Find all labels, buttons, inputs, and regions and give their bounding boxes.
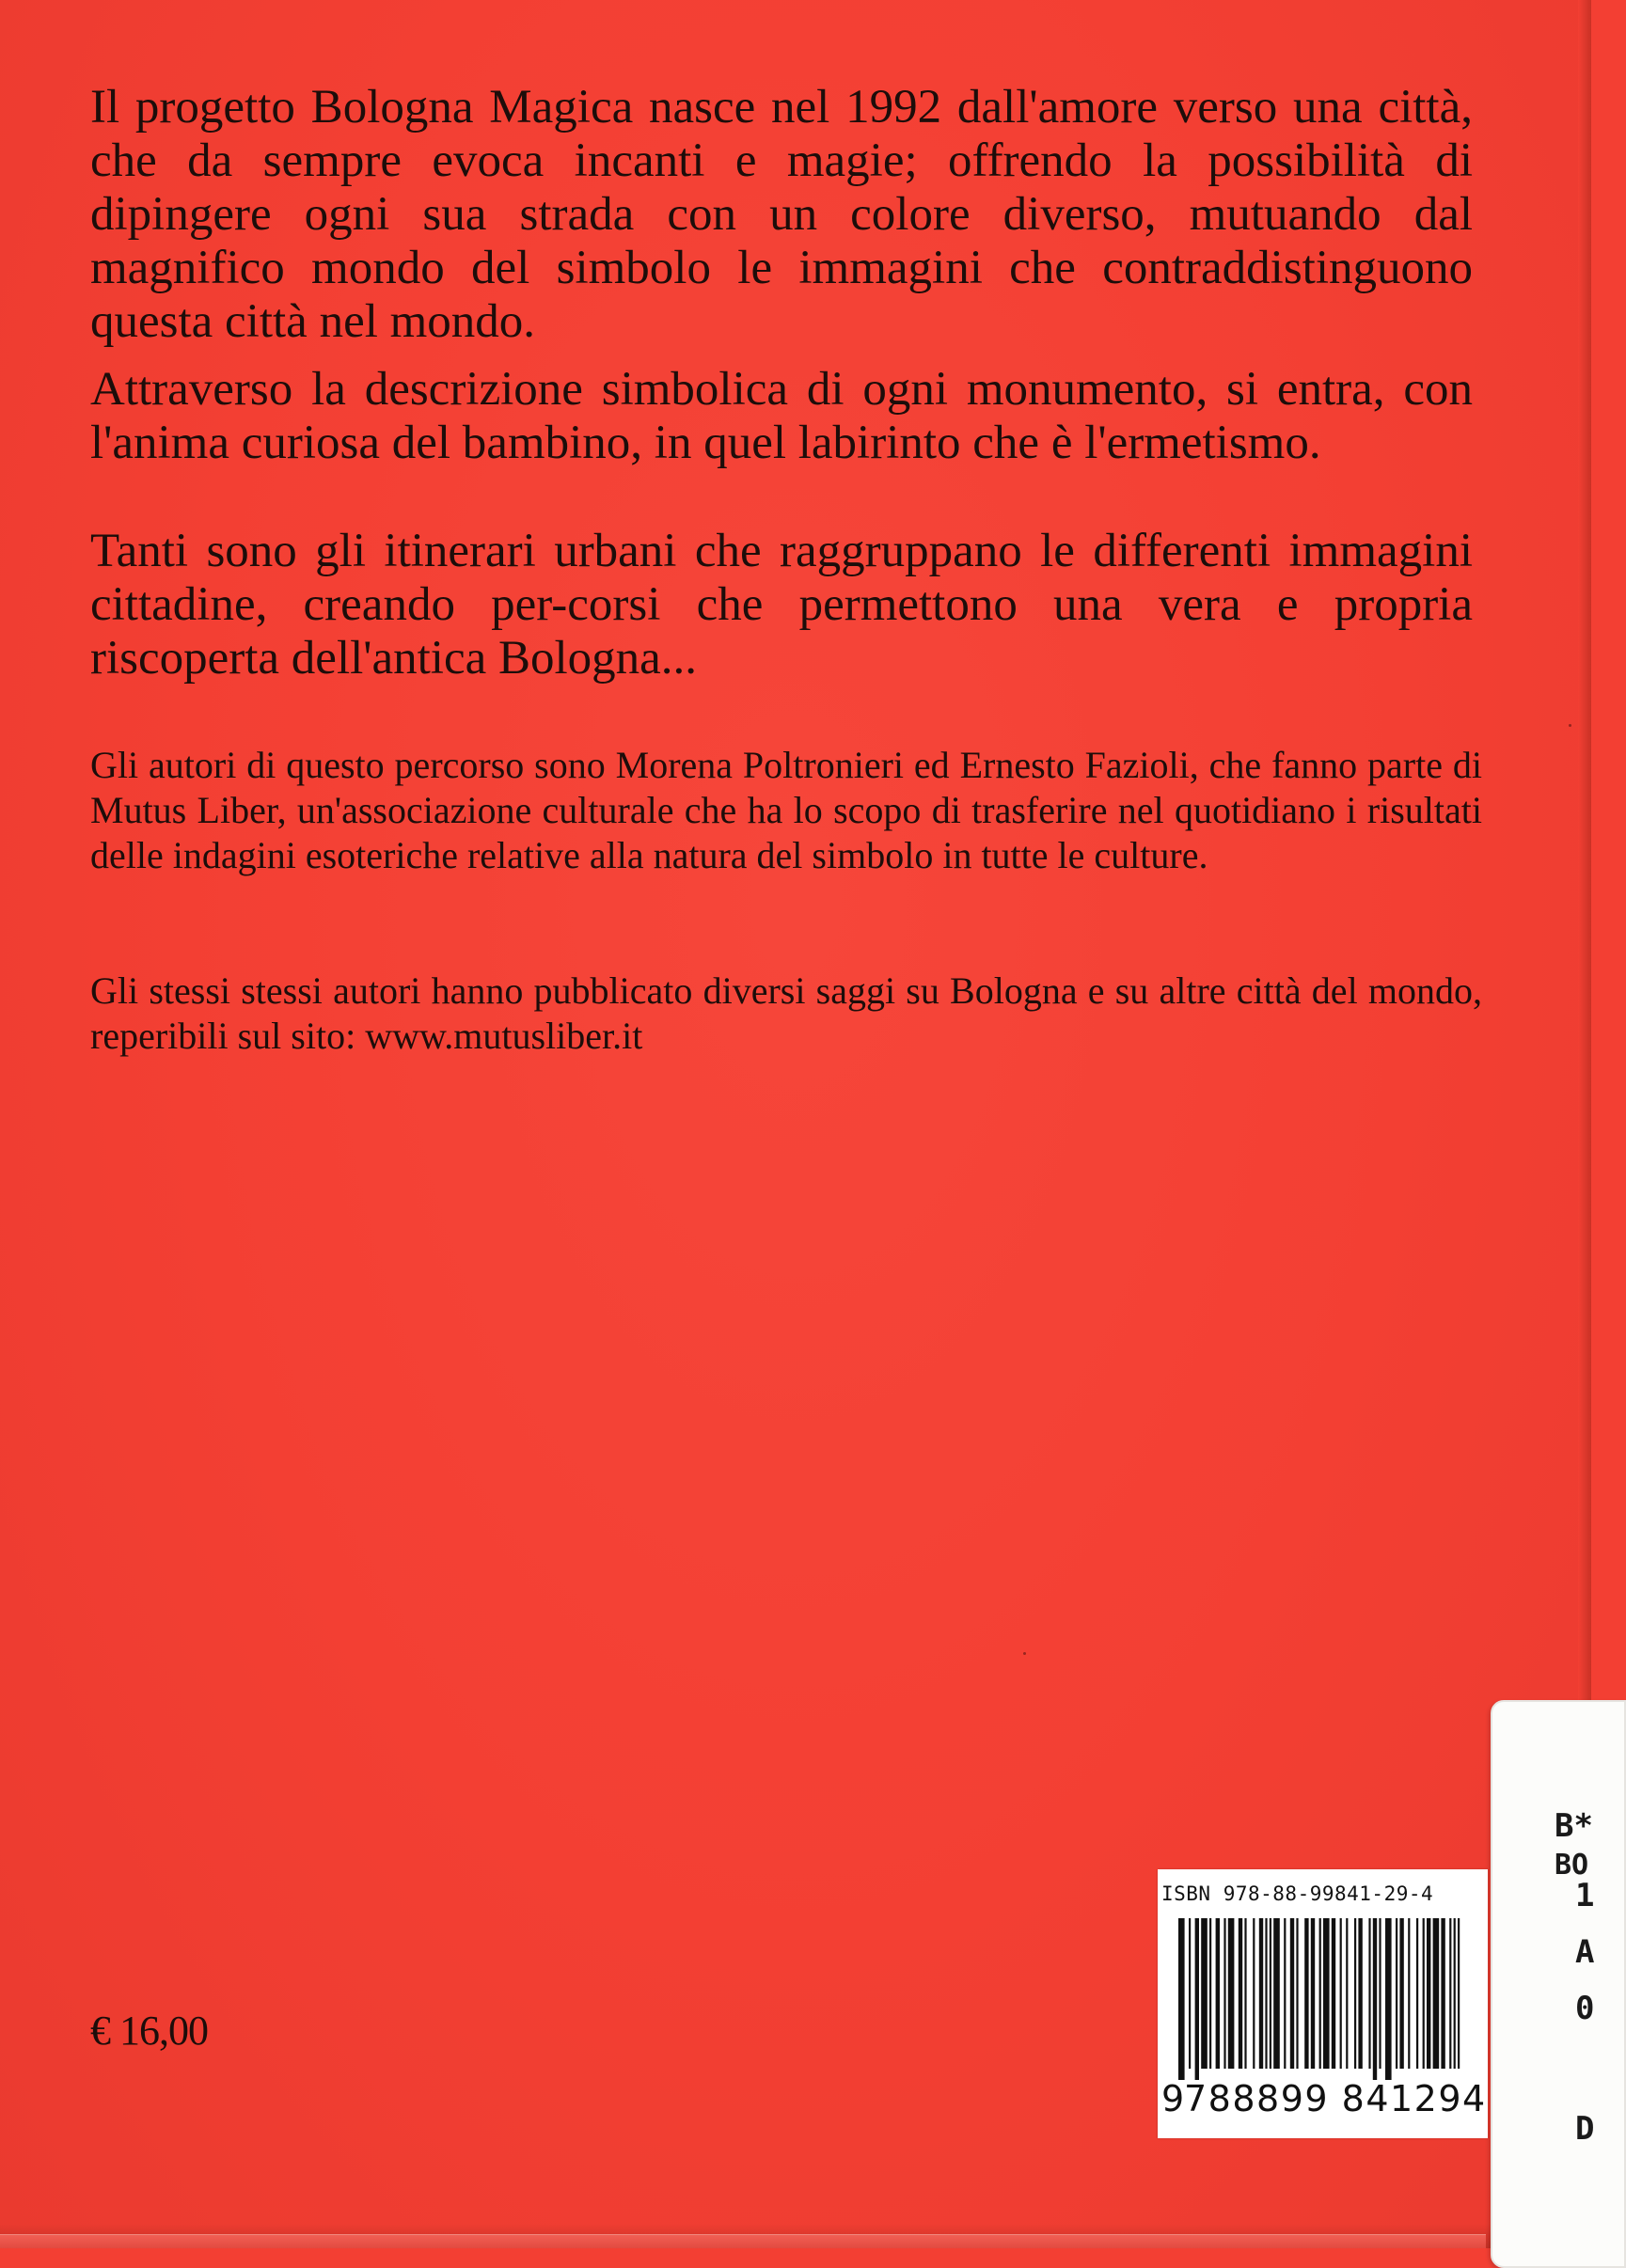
barcode-bar [1178, 1918, 1185, 2080]
blurb-paragraph-intro: Il progetto Bologna Magica nasce nel 1992 dall'amore verso una città, che da sempre evoca incanti e magie; offrendo la possibilità di dipingere ogni sua strada con un colore diverso, mutuando dal magnifico mondo del simbolo le immagini che contraddistinguono questa città nel mondo. [90, 81, 1473, 348]
library-sticker [1491, 1700, 1626, 2268]
barcode-bar [1284, 1918, 1286, 2069]
barcode-bar [1239, 1918, 1242, 2069]
barcode-bar [1346, 1918, 1348, 2069]
barcode-bar [1304, 1918, 1308, 2069]
barcode-bar [1270, 1918, 1271, 2069]
barcode-bar [1319, 1918, 1321, 2069]
barcode-bar [1259, 1918, 1263, 2069]
library-code-line-3: 1 [1575, 1877, 1595, 1914]
barcode-bar [1354, 1918, 1356, 2069]
authors-paragraph: Gli autori di questo percorso sono Morena Poltronieri ed Ernesto Fazioli, che fanno parte di Mutus Liber, un'associazione culturale che ha lo scopo di trasferire nel quotidiano i risultati delle indagini esoteriche relative alla natura del simbolo in tutte le culture. [90, 744, 1482, 876]
barcode-bar [1427, 1918, 1430, 2069]
barcode-bar [1416, 1918, 1418, 2069]
barcode-bar [1396, 1918, 1397, 2069]
blurb-paragraph-itineraries: Tanti sono gli itinerari urbani che raggruppano le differenti immagini cittadine, creando per-corsi che permettono una vera e propria riscoperta dell'antica Bologna... [90, 525, 1473, 685]
barcode-bar [1358, 1918, 1362, 2069]
barcode-bar [1244, 1918, 1246, 2069]
barcode-bar [1228, 1918, 1235, 2069]
barcode-bar [1379, 1918, 1381, 2069]
barcode-bar [1399, 1918, 1403, 2069]
barcode-bar [1189, 1918, 1191, 2069]
paper-speck [1023, 1652, 1026, 1655]
barcode-bar [1332, 1918, 1335, 2069]
ean-first-digit: 9 [1161, 2078, 1185, 2119]
barcode-bar [1385, 1918, 1392, 2080]
library-code-line-6: D [1575, 2110, 1595, 2148]
barcode-bar [1458, 1918, 1460, 2069]
publications-paragraph: Gli stessi stessi autori hanno pubblicato diversi saggi su Bologna e su altre città del mondo, reperibili sul sito: www.mutusliber.it [90, 969, 1482, 1057]
barcode-bar [1373, 1918, 1377, 2080]
barcode-bar [1423, 1918, 1425, 2069]
barcode-bar [1368, 1918, 1370, 2069]
library-code-line-1: B* [1555, 1807, 1593, 1845]
isbn-number: ISBN 978-88-99841-29-4 [1161, 1882, 1434, 1905]
barcode-bars [1158, 1918, 1488, 2080]
barcode-bar [1323, 1918, 1330, 2069]
library-code-line-2: BO [1555, 1849, 1589, 1882]
barcode-bar [1408, 1918, 1410, 2069]
barcode-bar [1449, 1918, 1451, 2069]
ean-remaining-digits: 788899 841294 [1184, 2078, 1487, 2119]
barcode-bar [1340, 1918, 1342, 2069]
barcode-bar [1273, 1918, 1280, 2069]
barcode-bar [1311, 1918, 1315, 2069]
barcode-bar [1195, 1918, 1199, 2080]
paper-speck [1569, 724, 1571, 727]
barcode-bar [1209, 1918, 1211, 2069]
barcode-bar [1223, 1918, 1225, 2069]
barcode-bar [1253, 1918, 1255, 2069]
barcode-bar [1216, 1918, 1220, 2069]
library-code-line-5: 0 [1575, 1990, 1595, 2027]
isbn-barcode [1158, 1869, 1488, 2138]
blurb-paragraph-monuments: Attraverso la descrizione simbolica di ogni monumento, si entra, con l'anima curiosa del bambino, in quel labirinto che è l'ermetismo. [90, 363, 1473, 469]
cover-bottom-lip [0, 2234, 1486, 2248]
barcode-bar [1441, 1918, 1444, 2069]
barcode-bar [1433, 1918, 1440, 2069]
price-label: € 16,00 [90, 2008, 208, 2054]
barcode-bar [1265, 1918, 1267, 2069]
barcode-bar [1454, 1918, 1456, 2069]
barcode-bar [1201, 1918, 1208, 2069]
barcode-bar [1296, 1918, 1298, 2069]
barcode-bar [1290, 1918, 1294, 2069]
library-code-line-4: A [1575, 1933, 1595, 1971]
